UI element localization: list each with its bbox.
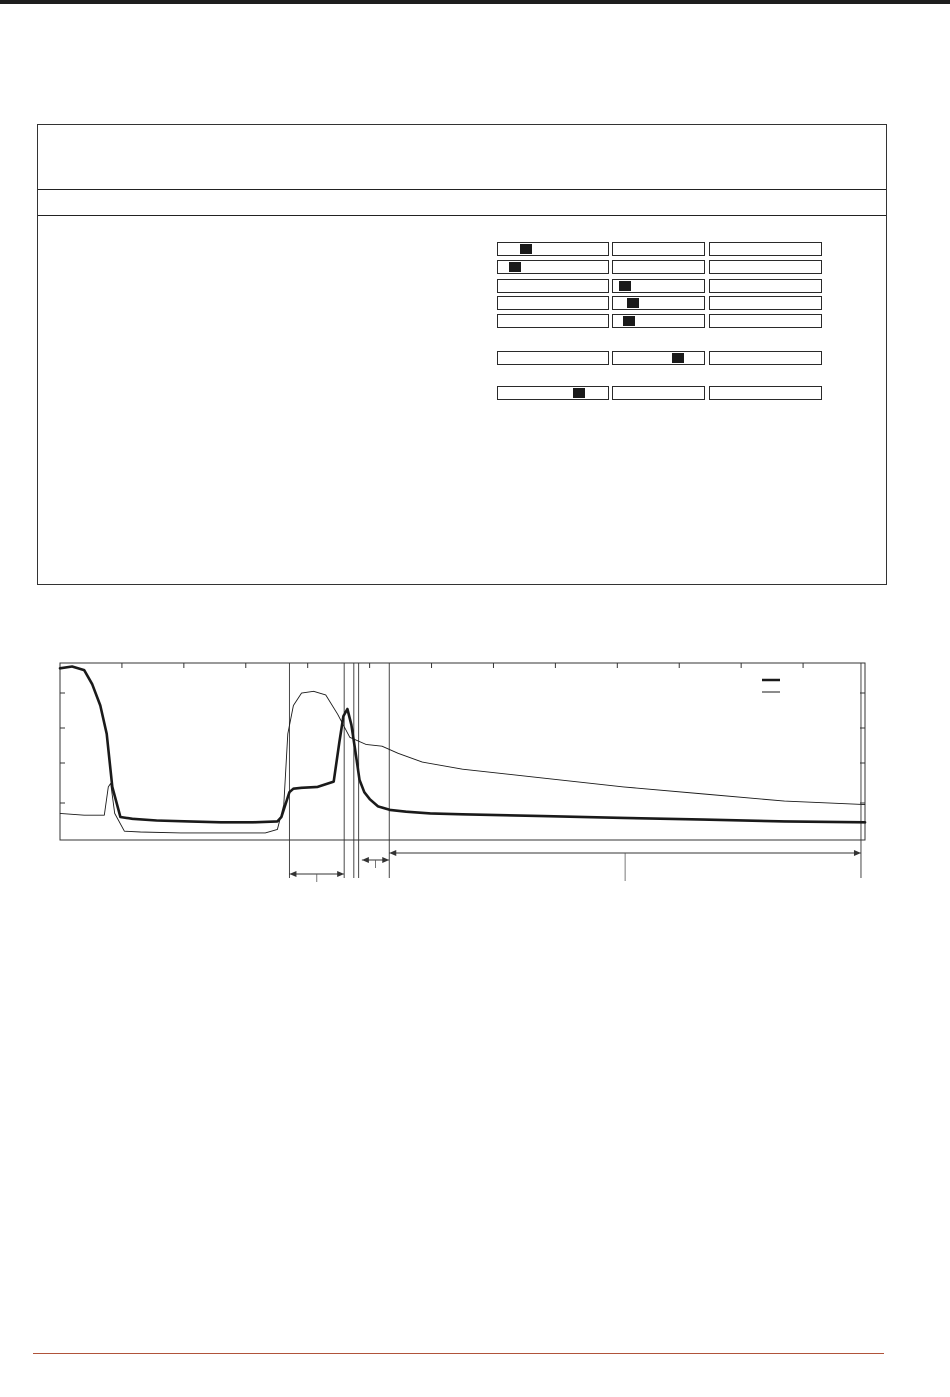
level-marker [623,316,635,326]
level-bar [497,351,609,365]
span-arrow-head [289,871,296,877]
level-bar [497,314,609,328]
level-bar [709,260,822,274]
panel-header [38,125,886,190]
level-bar [612,296,705,310]
level-marker [619,281,631,291]
level-marker [509,262,521,272]
span-arrow-head [362,857,369,863]
panel-divider [38,189,886,190]
level-bar [497,242,609,256]
level-bar [497,260,609,274]
content-panel [37,124,887,585]
level-bar [612,386,705,400]
level-marker [672,353,684,363]
footer-rule [33,1353,884,1354]
series-line-thick [60,667,865,823]
level-bar [709,386,822,400]
level-marker [573,388,585,398]
level-bar [612,314,705,328]
span-arrow-head [389,850,396,856]
level-bar [709,242,822,256]
level-bar [612,260,705,274]
line-chart [0,650,950,890]
level-bar [612,242,705,256]
level-bar [497,296,609,310]
panel-subheader [38,191,886,215]
level-bar [709,296,822,310]
level-bar [709,351,822,365]
level-bar [497,386,609,400]
span-arrow-head [382,857,389,863]
span-arrow-head [854,850,861,856]
level-bar [497,279,609,293]
level-marker [627,298,639,308]
top-rule [0,0,950,4]
level-bar [709,279,822,293]
level-bar [709,314,822,328]
level-bar [612,351,705,365]
level-marker [520,244,532,254]
span-arrow-head [337,871,344,877]
panel-divider [38,215,886,216]
level-bar [612,279,705,293]
series-line-thin [60,691,865,833]
